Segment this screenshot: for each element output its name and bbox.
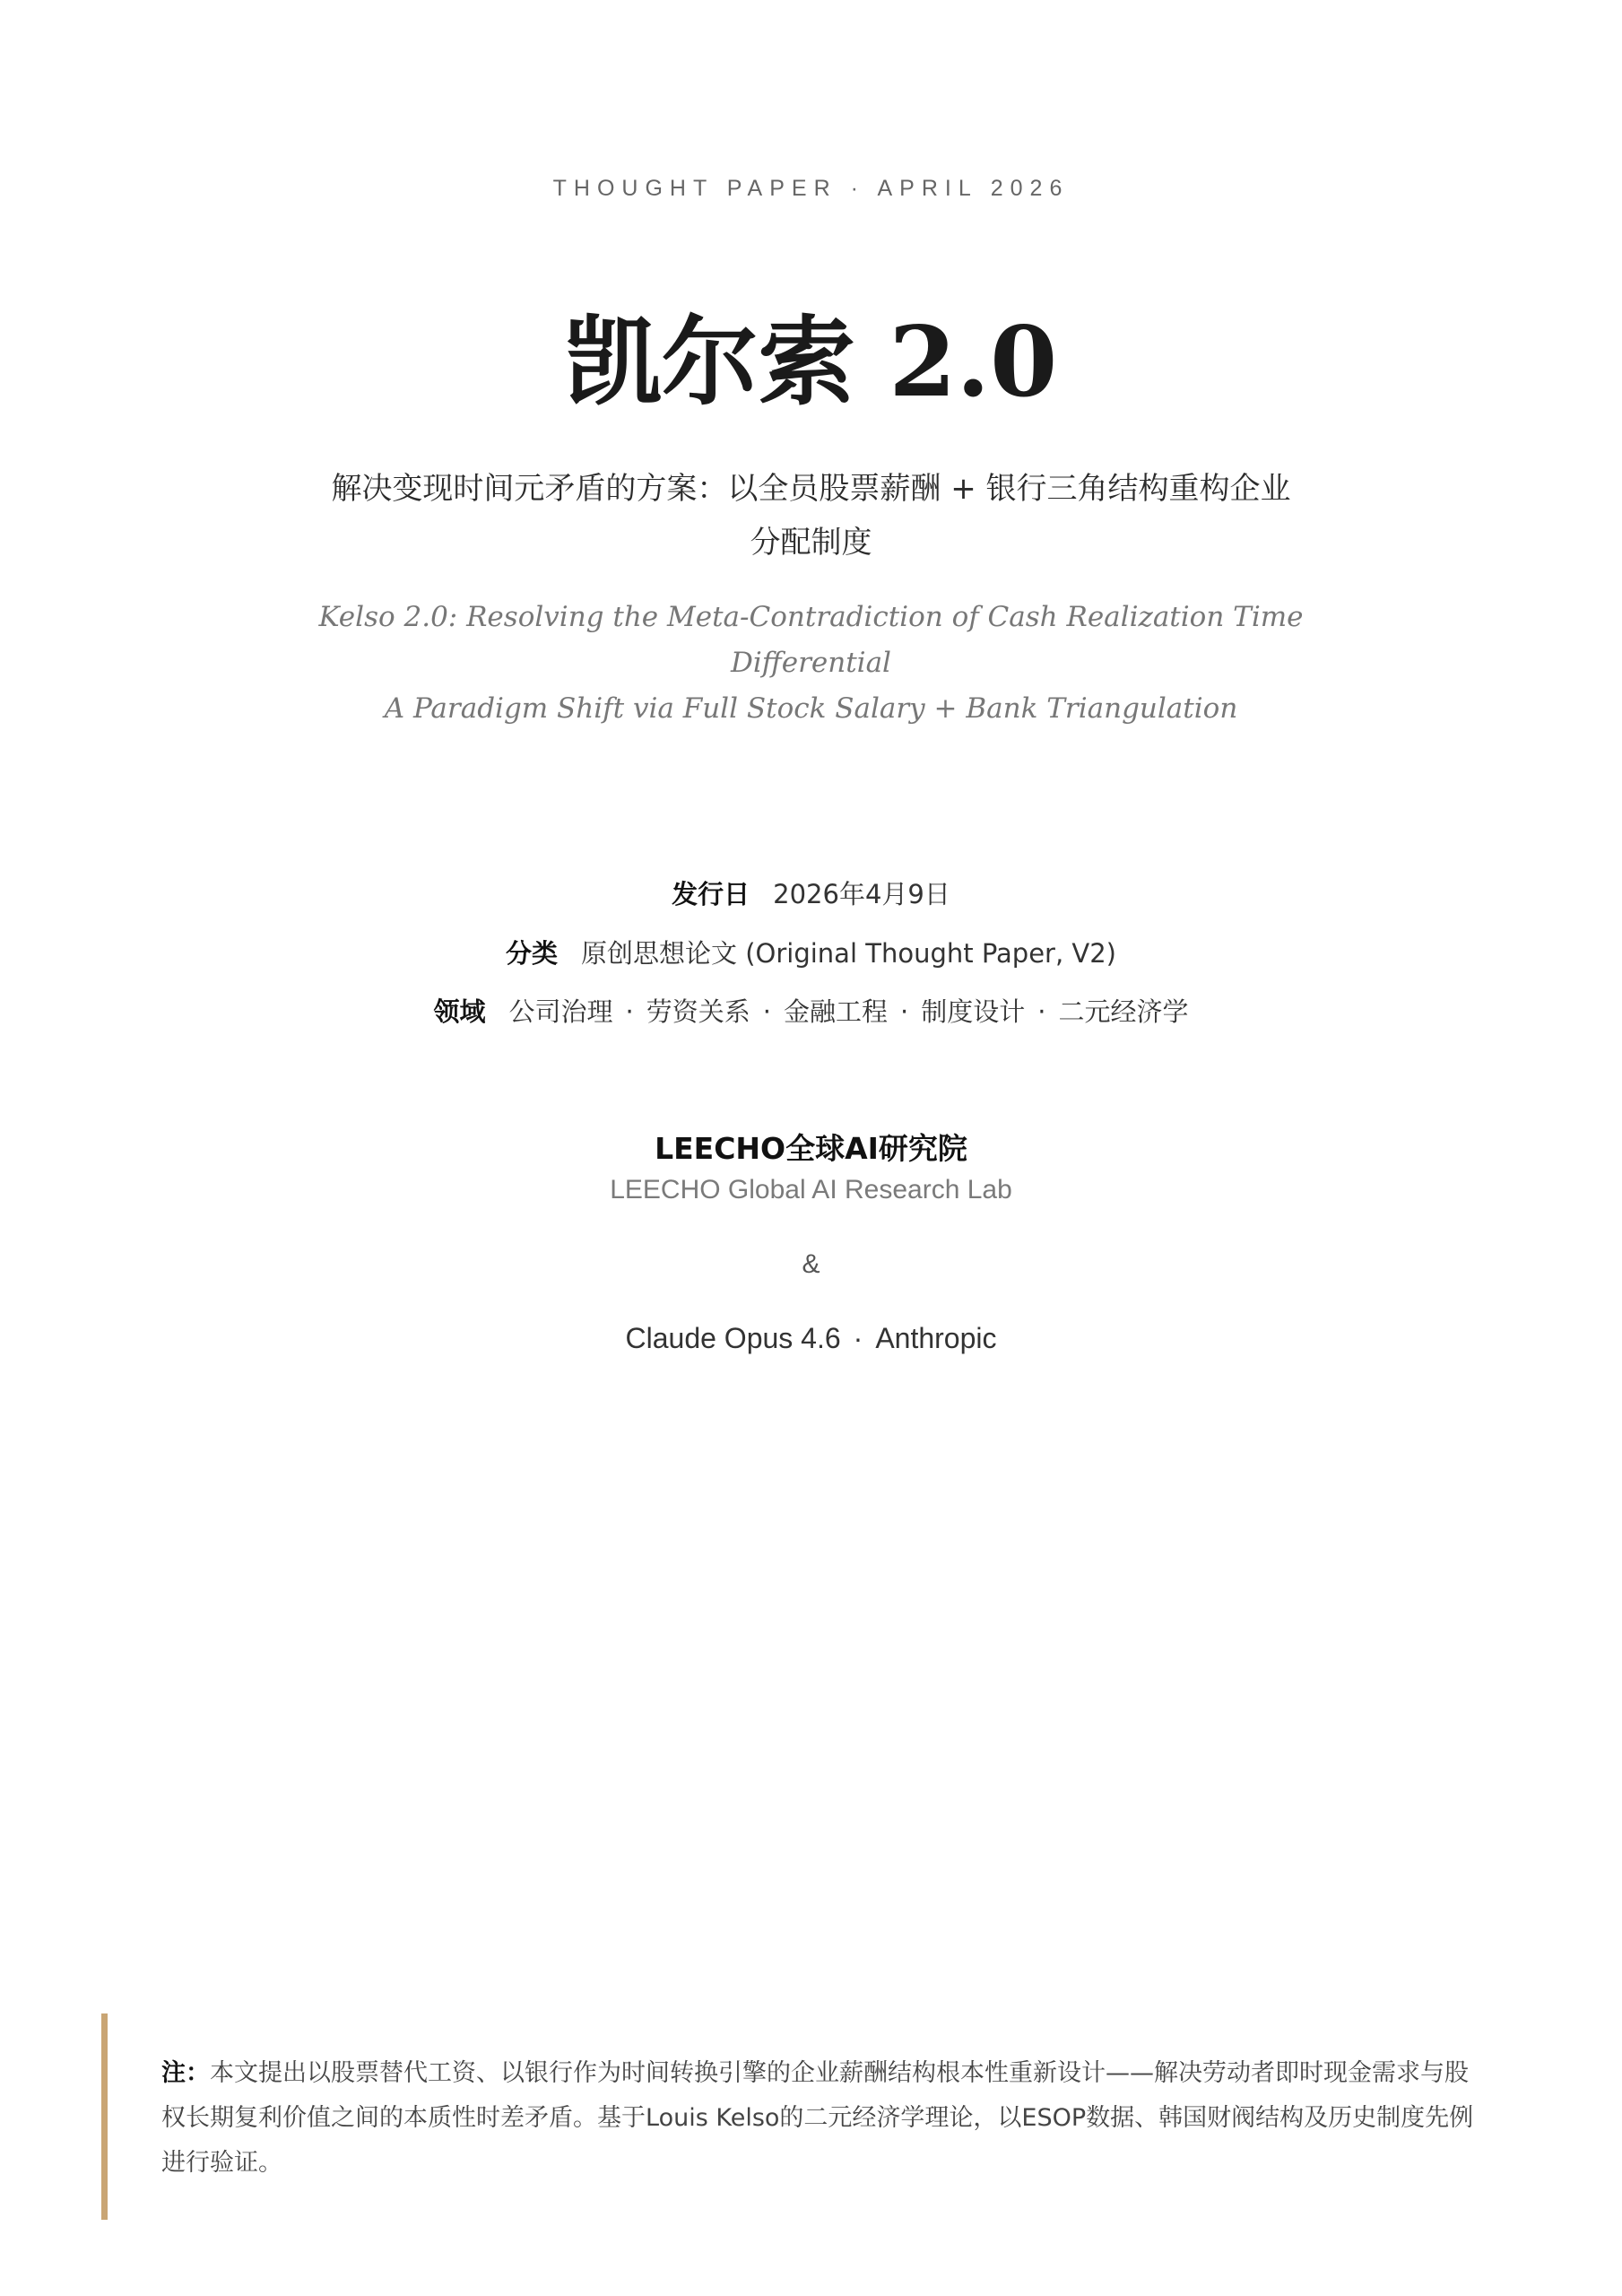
abstract-note [101,2013,1500,2220]
org-name-zh: LEECHO全球AI研究院 [655,1131,967,1166]
domain-label: 领域 [433,996,486,1027]
english-subtitle-line-1: Kelso 2.0: Resolving the Meta-Contradiction of Cash Realization Time [318,601,1304,633]
domain-item: 二元经济学 [1058,996,1189,1027]
subtitle-line-2: 分配制度 [750,525,872,561]
domain-item: 公司治理 [508,996,613,1027]
domain-separator: · [625,996,634,1027]
meta-category [0,935,1622,971]
paper-kicker: THOUGHT PAPER · APRIL 2026 [552,176,1070,201]
meta-date [0,876,1622,912]
category-label: 分类 [505,938,558,969]
model-name: Claude Opus 4.6 [625,1322,841,1354]
meta-domains [0,994,1622,1030]
note-text: 本文提出以股票替代工资、以银行作为时间转换引擎的企业薪酬结构根本性重新设计——解决劳动者即时现金需求与股权长期复利价值之间的本质性时差矛盾。基于Louis Kelso的二元经济学理论，以ESOP数据、韩国财阀结构及历史制度先例进行验证。 [161,2059,1474,2177]
subtitle-line-1: 解决变现时间元矛盾的方案：以全员股票薪酬 + 银行三角结构重构企业 [331,471,1291,507]
english-subtitle-line-2: Differential [731,647,891,679]
date-label: 发行日 [672,879,750,909]
org-name-en: LEECHO Global AI Research Lab [610,1175,1012,1205]
domain-separator: · [900,996,909,1027]
date-value: 2026年4月9日 [773,879,950,909]
domain-separator: · [762,996,771,1027]
domain-item: 金融工程 [784,996,889,1027]
english-subtitle-line-3: A Paradigm Shift via Full Stock Salary + Bank Triangulation [384,692,1238,725]
paper-title: 凯尔索 2.0 [564,306,1058,419]
model-credit [0,1322,1622,1355]
english-subtitle [305,595,1317,732]
author-ampersand: & [802,1249,820,1279]
model-company: Anthropic [875,1322,997,1354]
note-label: 注： [161,2059,210,2087]
domain-item: 劳资关系 [646,996,750,1027]
domain-item: 制度设计 [921,996,1026,1027]
model-separator: · [853,1322,863,1354]
category-value: 原创思想论文 (Original Thought Paper, V2) [581,938,1116,969]
domain-separator: · [1037,996,1046,1027]
paper-subtitle [269,462,1353,570]
